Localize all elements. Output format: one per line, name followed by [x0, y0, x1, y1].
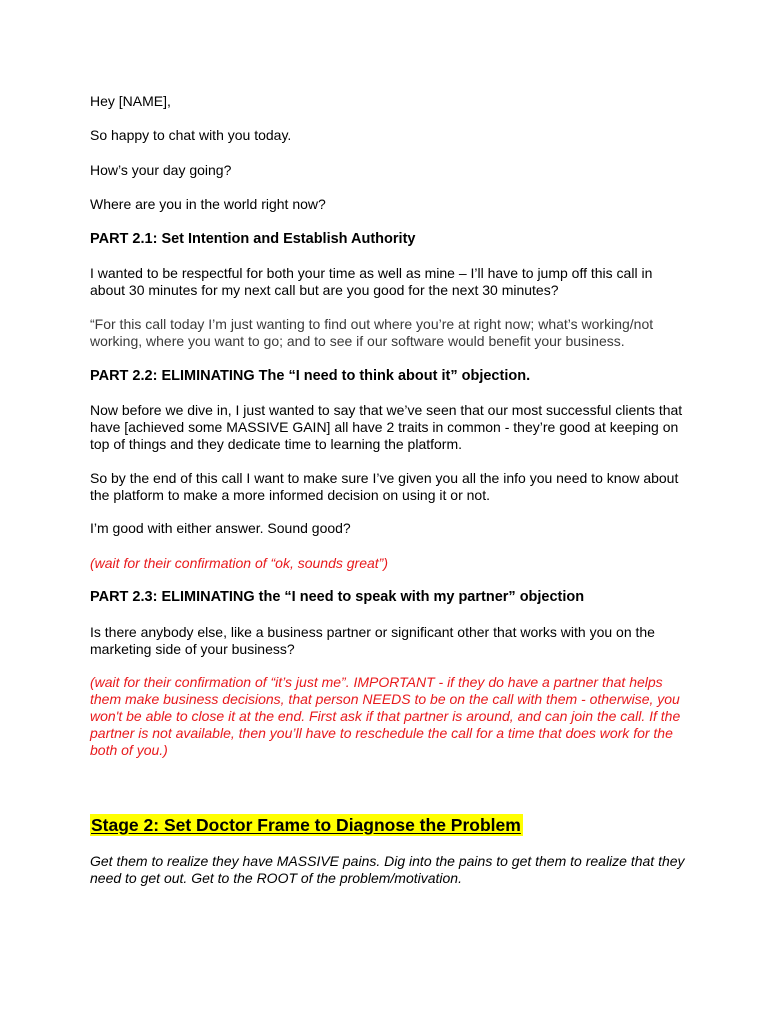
- part-2-1-paragraph-2: “For this call today I’m just wanting to find out where you’re at right now; what’s working/not working, where you want to go; and to see if our software would benefit your business.: [90, 316, 654, 349]
- stage-2-heading: Stage 2: Set Doctor Frame to Diagnose the Problem: [91, 815, 521, 835]
- greeting: Hey [NAME],: [90, 93, 171, 109]
- stage-2-body: Get them to realize they have MASSIVE pains. Dig into the pains to get them to realize that they need to get out. Get to the ROOT of the problem/motivation.: [90, 853, 685, 886]
- part-2-1-heading: PART 2.1: Set Intention and Establish Authority: [90, 231, 416, 247]
- part-2-3-heading: PART 2.3: ELIMINATING the “I need to speak with my partner” objection: [90, 589, 585, 605]
- part-2-2-paragraph-3: I’m good with either answer. Sound good?: [90, 520, 351, 536]
- part-2-2-paragraph-1: Now before we dive in, I just wanted to say that we’ve seen that our most successful clients that have [achieved some MASSIVE GAIN] all have 2 traits in common - they’re good at keeping on top of things and they dedicate time to learning the platform.: [90, 402, 683, 452]
- part-2-1-paragraph-1: I wanted to be respectful for both your time as well as mine – I’ll have to jump off this call in about 30 minutes for my next call but are you good for the next 30 minutes?: [90, 265, 653, 298]
- part-2-2-note: (wait for their confirmation of “ok, sounds great”): [90, 555, 389, 571]
- intro-line-3: Where are you in the world right now?: [90, 196, 326, 212]
- part-2-2-heading: PART 2.2: ELIMINATING The “I need to think about it” objection.: [90, 368, 531, 384]
- part-2-2-paragraph-2: So by the end of this call I want to make sure I’ve given you all the info you need to know about the platform to make a more informed decision on using it or not.: [90, 470, 679, 503]
- intro-line-2: How’s your day going?: [90, 162, 232, 178]
- intro-line-1: So happy to chat with you today.: [90, 127, 292, 143]
- part-2-3-note: (wait for their confirmation of “it’s just me”. IMPORTANT - if they do have a partner that helps them make business decisions, that person NEEDS to be on the call with them - otherwise, you won't be able to close it at the end. First ask if that partner is around, and can join the call. If the partner is not available, then you’ll have to reschedule the call for a time that does work for the both of you.): [90, 674, 681, 758]
- part-2-3-paragraph-1: Is there anybody else, like a business partner or significant other that works with you on the marketing side of your business?: [90, 624, 655, 657]
